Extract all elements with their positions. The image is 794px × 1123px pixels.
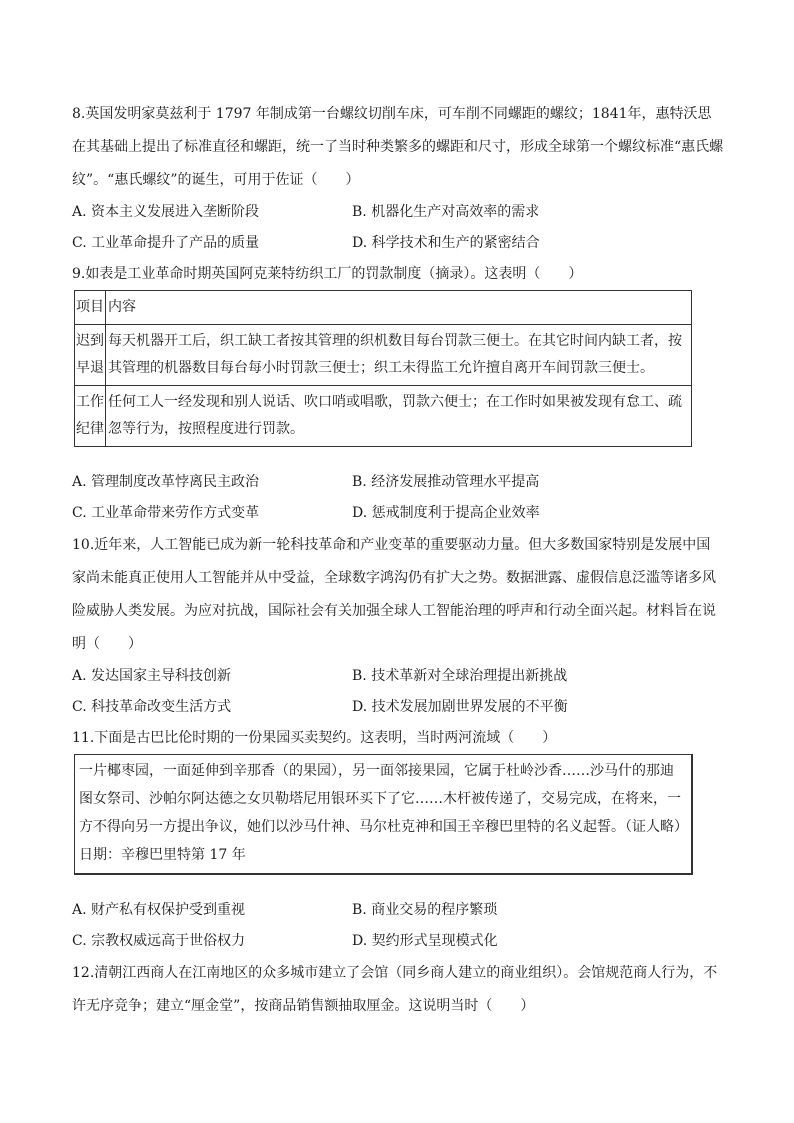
table-cell-content: 每天机器开工后，织工缺工者按其管理的织机数目每台罚款三便士。在其它时间内缺工者，按其管理的机器数目每台每小时罚款三便士；织工未得监工允许擅自离开车间罚款三便士。: [106, 325, 692, 386]
spacer: [72, 875, 724, 895]
table-header-item: 项目: [75, 291, 106, 325]
option-8d[interactable]: D. 科学技术和生产的紧密结合: [352, 235, 540, 251]
option-9c[interactable]: C. 工业革命带来劳作方式变革: [72, 505, 260, 521]
table-cell-item: 迟到早退: [75, 325, 106, 386]
question-12-stem: 12.清朝江西商人在江南地区的众多城市建立了会馆（同乡商人建立的商业组织）。会馆规范商人行为，不许无序竞争；建立“厘金堂”，按商品销售额抽取厘金。这说明当时（ ）: [72, 965, 718, 1014]
question-10-stem: 10.近年来，人工智能已成为新一轮科技革命和产业变革的重要驱动力量。但大多数国家特别是发展中国家尚未能真正使用人工智能并从中受益，全球数字鸿沟仍有扩大之势。数据泄露、虚假信息泛滥等诸多风险威胁人类发展。为应对抗战，国际社会有关加强全球人工智能治理的呼声和行动全面兴起。材料旨在说明（ ）: [72, 537, 716, 652]
question-8-stem: 8.英国发明家莫兹利于 1797 年制成第一台螺纹切削车床，可车削不同螺距的螺纹；1841年，惠特沃思在其基础上提出了标准直径和螺距，统一了当时种类繁多的螺距和尺寸，形成全球第一个螺纹标准“惠氏螺纹”。“惠氏螺纹”的诞生，可用于佐证（ ）: [72, 106, 724, 188]
table-header-content: 内容: [106, 291, 692, 325]
option-8b[interactable]: B. 机器化生产对高效率的需求: [352, 204, 540, 220]
table-header-row: [75, 291, 692, 325]
option-8c[interactable]: C. 工业革命提升了产品的质量: [72, 235, 260, 251]
option-10b[interactable]: B. 技术革新对全球治理提出新挑战: [352, 668, 568, 684]
question-12: [72, 957, 724, 1023]
option-9d[interactable]: D. 惩戒制度利于提高企业效率: [352, 505, 540, 521]
option-11d[interactable]: D. 契约形式呈现模式化: [352, 933, 498, 949]
contract-material-box: 一片椰枣园，一面延伸到辛那香（的果园），另一面邻接果园，它属于杜岭沙香……沙马什的那迪图女祭司、沙帕尔阿达德之女贝勒塔尼用银环买下了它……木杆被传递了，交易完成，在将来，一方不得向另一方提出争议，她们以沙马什神、马尔杜克神和国王辛穆巴里特的名义起誓。（证人略）日期：辛穆巴里特第 17 年: [74, 754, 693, 875]
table-cell-item: 工作纪律: [75, 386, 106, 447]
table-row: [75, 325, 692, 386]
question-11-stem: 11.下面是古巴比伦时期的一份果园买卖契约。这表明，当时两河流域（ ）: [72, 730, 557, 746]
option-10c[interactable]: C. 科技革命改变生活方式: [72, 699, 232, 715]
option-8a[interactable]: A. 资本主义发展进入垄断阶段: [72, 204, 260, 220]
spacer: [72, 447, 724, 467]
question-8: [72, 98, 724, 259]
question-10-options: [72, 661, 724, 723]
question-8-options: [72, 197, 724, 259]
option-10d[interactable]: D. 技术发展加剧世界发展的不平衡: [352, 699, 568, 715]
option-11b[interactable]: B. 商业交易的程序繁琐: [352, 902, 498, 918]
question-9-options: [72, 467, 724, 529]
question-11: [72, 723, 724, 957]
question-10: [72, 529, 724, 723]
option-11c[interactable]: C. 宗教权威远高于世俗权力: [72, 933, 246, 949]
option-9b[interactable]: B. 经济发展推动管理水平提高: [352, 474, 540, 490]
question-9: [72, 259, 724, 529]
question-9-stem: 9.如表是工业革命时期英国阿克莱特纺织工厂的罚款制度（摘录）。这表明（ ）: [72, 266, 583, 282]
option-11a[interactable]: A. 财产私有权保护受到重视: [72, 902, 246, 918]
penalty-table: [74, 290, 692, 447]
exam-page: [72, 98, 724, 1023]
table-cell-content: 任何工人一经发现和别人说话、吹口哨或唱歌，罚款六便士；在工作时如果被发现有怠工、疏忽等行为，按照程度进行罚款。: [106, 386, 692, 447]
question-11-options: [72, 895, 724, 957]
option-9a[interactable]: A. 管理制度改革悖离民主政治: [72, 474, 260, 490]
table-row: [75, 386, 692, 447]
option-10a[interactable]: A. 发达国家主导科技创新: [72, 668, 232, 684]
